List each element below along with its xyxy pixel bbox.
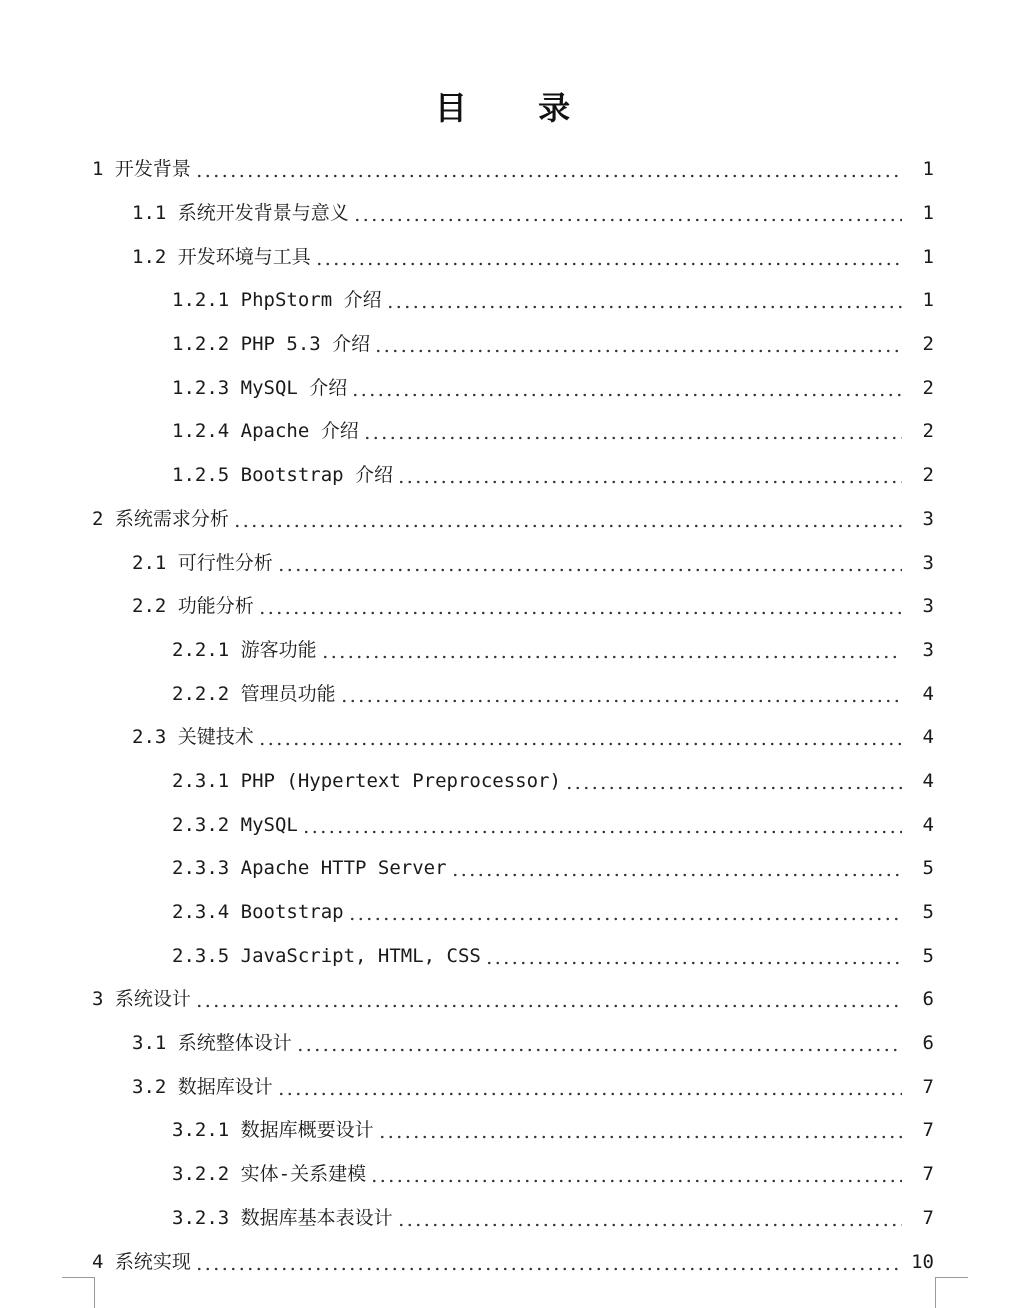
toc-entry-title: 2.1 可行性分析 [132,551,273,574]
toc-entry[interactable] [0,366,1009,410]
toc-entry[interactable] [0,760,1009,804]
toc-entry-title: 2.3.4 Bootstrap [172,901,344,924]
dot-leader [302,816,902,835]
toc-page-number: 5 [922,944,934,967]
toc-page-number: 4 [922,813,934,836]
dot-leader [397,1209,902,1228]
dot-leader [386,291,902,310]
dot-leader [195,160,902,179]
page-title: 目 录 [434,89,601,128]
toc-entry-title: 2 系统需求分析 [92,507,229,530]
toc-entry-title: 2.2.1 游客功能 [172,638,317,661]
dot-leader [378,1121,902,1140]
page-corner-mark-left [62,1277,95,1308]
toc-page-number: 1 [922,158,934,181]
toc-entry[interactable] [0,1022,1009,1066]
toc-entry-title: 3.1 系统整体设计 [132,1032,292,1055]
toc-entry-title: 3.2.3 数据库基本表设计 [172,1206,393,1229]
toc-page-number: 1 [922,202,934,225]
toc-entry[interactable] [0,629,1009,673]
toc-entry-title: 4 系统实现 [92,1250,191,1273]
dot-leader [321,641,902,660]
toc-entry-title: 3.2.2 实体-关系建模 [172,1163,367,1186]
toc-page-number: 3 [922,507,934,530]
toc-page-number: 4 [922,682,934,705]
toc-page-number: 4 [922,769,934,792]
toc-entry[interactable] [0,1240,1009,1284]
toc-entry[interactable] [0,1109,1009,1153]
toc-entry-title: 3.2 数据库设计 [132,1075,273,1098]
toc-page-number: 7 [922,1206,934,1229]
toc-entry[interactable] [0,1197,1009,1241]
toc-entry-title: 1.2 开发环境与工具 [132,245,311,268]
toc-entry-title: 1.2.2 PHP 5.3 介绍 [172,333,371,356]
toc-entry[interactable] [0,585,1009,629]
toc-page-number: 6 [922,1032,934,1055]
dot-leader [348,903,902,922]
toc-entry-title: 3.2.1 数据库概要设计 [172,1119,374,1142]
dot-leader [296,1034,902,1053]
toc-page-number: 1 [922,245,934,268]
toc-page-number: 2 [922,376,934,399]
dot-leader [397,466,902,485]
toc-entry[interactable] [0,672,1009,716]
dot-leader [233,510,902,529]
toc-entry[interactable] [0,454,1009,498]
toc-page-number: 4 [922,726,934,749]
toc-entry-title: 3 系统设计 [92,988,191,1011]
toc-entry-title: 2.3 关键技术 [132,726,254,749]
toc-entry-title: 1.2.3 MySQL 介绍 [172,376,348,399]
toc-page-number: 1 [922,289,934,312]
dot-leader [451,859,902,878]
toc-page-number: 3 [922,595,934,618]
table-of-contents [0,148,1009,1284]
toc-entry[interactable] [0,192,1009,236]
dot-leader [374,335,902,354]
toc-entry[interactable] [0,891,1009,935]
dot-leader [277,1078,902,1097]
toc-page-number: 5 [922,857,934,880]
dot-leader [195,990,902,1009]
dot-leader [258,597,902,616]
toc-page-number: 7 [922,1163,934,1186]
dot-leader [258,728,902,747]
toc-entry[interactable] [0,1065,1009,1109]
toc-page-number: 7 [922,1119,934,1142]
toc-entry-title: 1.2.4 Apache 介绍 [172,420,359,443]
toc-entry-title: 2.2.2 管理员功能 [172,682,336,705]
toc-entry[interactable] [0,498,1009,542]
dot-leader [195,1253,902,1272]
toc-entry[interactable] [0,934,1009,978]
toc-page-number: 6 [922,988,934,1011]
toc-page-number: 7 [922,1075,934,1098]
toc-page-number: 5 [922,901,934,924]
toc-entry[interactable] [0,803,1009,847]
toc-page-number: 2 [922,333,934,356]
dot-leader [370,1165,902,1184]
toc-entry[interactable] [0,279,1009,323]
toc-entry-title: 2.3.5 JavaScript, HTML, CSS [172,944,481,967]
dot-leader [277,554,902,573]
toc-entry[interactable] [0,148,1009,192]
dot-leader [565,772,902,791]
dot-leader [353,204,902,223]
toc-entry[interactable] [0,323,1009,367]
toc-entry[interactable] [0,978,1009,1022]
dot-leader [340,685,902,704]
dot-leader [351,379,902,398]
toc-entry-title: 2.3.2 MySQL [172,813,298,836]
dot-leader [315,248,902,267]
toc-entry-title: 2.3.3 Apache HTTP Server [172,857,447,880]
toc-entry-title: 1.2.5 Bootstrap 介绍 [172,464,394,487]
page-corner-mark-right [935,1277,968,1308]
toc-page-number: 3 [922,638,934,661]
toc-entry[interactable] [0,1153,1009,1197]
dot-leader [363,422,902,441]
toc-entry-title: 2.2 功能分析 [132,595,254,618]
dot-leader [485,947,902,966]
toc-entry-title: 1.2.1 PhpStorm 介绍 [172,289,382,312]
toc-entry-title: 1 开发背景 [92,158,191,181]
toc-page-number: 2 [922,420,934,443]
toc-entry[interactable] [0,716,1009,760]
toc-page-number: 3 [922,551,934,574]
toc-page-number: 2 [922,464,934,487]
toc-page-number: 10 [911,1250,934,1273]
toc-entry[interactable] [0,410,1009,454]
toc-entry[interactable] [0,847,1009,891]
toc-entry-title: 2.3.1 PHP (Hypertext Preprocessor) [172,769,561,792]
toc-entry[interactable] [0,541,1009,585]
toc-entry[interactable] [0,235,1009,279]
toc-entry-title: 1.1 系统开发背景与意义 [132,202,349,225]
